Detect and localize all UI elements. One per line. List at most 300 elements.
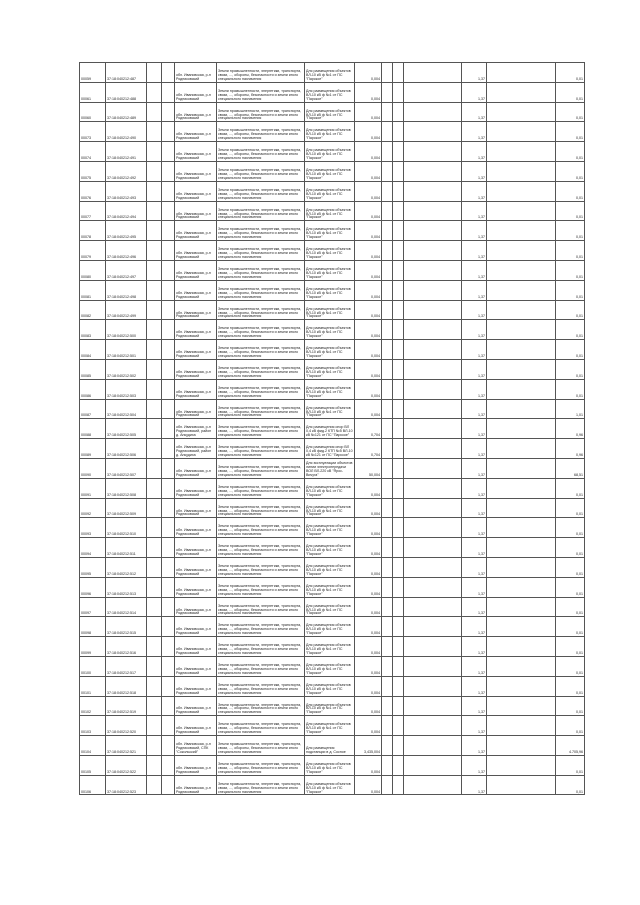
cell-use: Для размещения объектов ВЛ-10 кВ ф №1 от ПС "Парское" xyxy=(305,538,355,558)
cell-empty xyxy=(162,439,175,459)
cell-use: Для размещения объектов ВЛ-10 кВ ф №1 от ПС "Парское" xyxy=(305,340,355,360)
cell-use: Для размещения объектов ВЛ-10 кВ ф №1 от ПС "Парское" xyxy=(305,399,355,419)
cell-cat: Земли промышленности, энергетики, транспорта, связи, ..., обороны, безопасности и земли иного специального назначения xyxy=(217,122,305,142)
cell-area: 0,704 xyxy=(355,439,382,459)
land-register-table xyxy=(79,62,585,795)
cell-sum: 0,01 xyxy=(556,716,585,736)
cell-id: 00085 xyxy=(80,359,106,379)
cell-cad: 37:18:040212:495 xyxy=(106,221,147,241)
cell-empty xyxy=(393,478,404,498)
cell-cad: 37:18:040212:512 xyxy=(106,557,147,577)
cell-empty xyxy=(382,637,393,657)
cell-empty xyxy=(487,280,556,300)
cell-cad: 37:18:040212:519 xyxy=(106,696,147,716)
cell-id: 00083 xyxy=(80,320,106,340)
table-row xyxy=(80,696,585,716)
cell-area: 0,004 xyxy=(355,498,382,518)
cell-id: 00096 xyxy=(80,577,106,597)
cell-empty xyxy=(382,696,393,716)
cell-cat: Земли промышленности, энергетики, транспорта, связи, ..., обороны, безопасности и земли иного специального назначения xyxy=(217,260,305,280)
cell-empty xyxy=(162,458,175,478)
cell-sum: 0,01 xyxy=(556,221,585,241)
cell-empty xyxy=(147,478,162,498)
table-row xyxy=(80,775,585,795)
cell-empty xyxy=(162,498,175,518)
cell-use: Для размещения подстанции в д. Сосное xyxy=(305,736,355,756)
cell-empty xyxy=(162,557,175,577)
cell-cat: Земли промышленности, энергетики, транспорта, связи, ..., обороны, безопасности и земли иного специального назначения xyxy=(217,161,305,181)
cell-area: 0,004 xyxy=(355,696,382,716)
cell-rate: 1,37 xyxy=(462,458,487,478)
cell-empty xyxy=(404,498,462,518)
cell-empty xyxy=(162,260,175,280)
cell-empty xyxy=(393,716,404,736)
cell-cad: 37:18:040212:490 xyxy=(106,122,147,142)
cell-empty xyxy=(404,201,462,221)
cell-empty xyxy=(147,755,162,775)
cell-cad: 37:18:040212:506 xyxy=(106,439,147,459)
cell-addr: обл. Ивановская, р-н Родниковский xyxy=(175,241,217,261)
cell-addr: обл. Ивановская, р-н Родниковский xyxy=(175,577,217,597)
table-row xyxy=(80,122,585,142)
cell-use: Для размещения объектов ВЛ-10 кВ ф №1 от ПС "Парское" xyxy=(305,161,355,181)
cell-empty xyxy=(147,221,162,241)
cell-area: 0,004 xyxy=(355,538,382,558)
table-row xyxy=(80,637,585,657)
cell-empty xyxy=(382,755,393,775)
cell-empty xyxy=(382,241,393,261)
cell-empty xyxy=(382,617,393,637)
cell-empty xyxy=(147,142,162,162)
cell-addr: обл. Ивановская, р-н Родниковский xyxy=(175,359,217,379)
cell-cat: Земли промышленности, энергетики, транспорта, связи, ..., обороны, безопасности и земли иного специального назначения xyxy=(217,181,305,201)
cell-empty xyxy=(382,439,393,459)
cell-empty xyxy=(487,696,556,716)
cell-empty xyxy=(147,656,162,676)
table-row xyxy=(80,82,585,102)
table-row xyxy=(80,419,585,439)
cell-cat: Земли промышленности, энергетики, транспорта, связи, ..., обороны, безопасности и земли иного специального назначения xyxy=(217,498,305,518)
cell-cat: Земли промышленности, энергетики, транспорта, связи, ..., обороны, безопасности и земли иного специального назначения xyxy=(217,458,305,478)
cell-empty xyxy=(162,241,175,261)
cell-rate: 1,37 xyxy=(462,142,487,162)
cell-rate: 1,37 xyxy=(462,181,487,201)
cell-empty xyxy=(162,201,175,221)
cell-empty xyxy=(382,597,393,617)
cell-cad: 37:18:040212:507 xyxy=(106,458,147,478)
cell-empty xyxy=(487,498,556,518)
cell-empty xyxy=(404,102,462,122)
cell-empty xyxy=(382,577,393,597)
cell-area: 0,004 xyxy=(355,300,382,320)
cell-area: 0,004 xyxy=(355,399,382,419)
cell-empty xyxy=(147,439,162,459)
cell-rate: 1,37 xyxy=(462,577,487,597)
cell-cad: 37:18:040212:510 xyxy=(106,518,147,538)
cell-empty xyxy=(404,577,462,597)
cell-use: Для размещения объектов ВЛ-10 кВ ф №1 от ПС "Парское" xyxy=(305,320,355,340)
cell-empty xyxy=(147,637,162,657)
cell-cad: 37:18:040212:504 xyxy=(106,399,147,419)
cell-use: Для размещения объектов ВЛ-10 кВ ф №1 от ПС "Парское" xyxy=(305,716,355,736)
cell-addr: обл. Ивановская, р-н Родниковский xyxy=(175,122,217,142)
cell-cat: Земли промышленности, энергетики, транспорта, связи, ..., обороны, безопасности и земли иного специального назначения xyxy=(217,102,305,122)
cell-area: 0,004 xyxy=(355,340,382,360)
cell-empty xyxy=(162,280,175,300)
cell-empty xyxy=(162,577,175,597)
cell-addr: обл. Ивановская, р-н Родниковский xyxy=(175,201,217,221)
cell-empty xyxy=(382,399,393,419)
cell-cad: 37:18:040212:487 xyxy=(106,63,147,83)
cell-empty xyxy=(382,320,393,340)
cell-cat: Земли промышленности, энергетики, транспорта, связи, ..., обороны, безопасности и земли иного специального назначения xyxy=(217,201,305,221)
cell-cad: 37:18:040212:518 xyxy=(106,676,147,696)
table-row xyxy=(80,557,585,577)
cell-id: 00087 xyxy=(80,399,106,419)
cell-area: 3,435,004 xyxy=(355,736,382,756)
cell-empty xyxy=(147,458,162,478)
cell-empty xyxy=(393,399,404,419)
cell-empty xyxy=(147,320,162,340)
cell-empty xyxy=(382,142,393,162)
cell-empty xyxy=(382,676,393,696)
cell-empty xyxy=(487,122,556,142)
cell-empty xyxy=(393,419,404,439)
cell-rate: 1,37 xyxy=(462,538,487,558)
cell-sum: 0,01 xyxy=(556,617,585,637)
cell-area: 0,004 xyxy=(355,142,382,162)
cell-empty xyxy=(162,419,175,439)
cell-rate: 1,37 xyxy=(462,320,487,340)
cell-area: 0,004 xyxy=(355,280,382,300)
cell-id: 00059 xyxy=(80,63,106,83)
cell-cad: 37:18:040212:494 xyxy=(106,201,147,221)
cell-empty xyxy=(487,340,556,360)
cell-cad: 37:18:040212:511 xyxy=(106,538,147,558)
cell-empty xyxy=(147,122,162,142)
table-row xyxy=(80,538,585,558)
cell-cad: 37:18:040212:497 xyxy=(106,260,147,280)
cell-use: Для размещения объектов ВЛ-10 кВ ф №1 от ПС "Парское" xyxy=(305,478,355,498)
cell-empty xyxy=(404,716,462,736)
cell-use: Для размещения объектов ВЛ-10 кВ ф №1 от ПС "Парское" xyxy=(305,617,355,637)
cell-sum: 0,01 xyxy=(556,577,585,597)
cell-empty xyxy=(382,280,393,300)
cell-id: 00106 xyxy=(80,775,106,795)
cell-cat: Земли промышленности, энергетики, транспорта, связи, ..., обороны, безопасности и земли иного специального назначения xyxy=(217,359,305,379)
cell-use: Для размещения объектов ВЛ-10 кВ ф №1 от ПС "Парское" xyxy=(305,656,355,676)
cell-empty xyxy=(382,498,393,518)
cell-id: 00097 xyxy=(80,597,106,617)
cell-empty xyxy=(382,221,393,241)
cell-empty xyxy=(487,755,556,775)
cell-id: 00084 xyxy=(80,340,106,360)
cell-empty xyxy=(393,161,404,181)
cell-empty xyxy=(382,736,393,756)
cell-empty xyxy=(404,518,462,538)
cell-sum: 0,01 xyxy=(556,300,585,320)
table-row xyxy=(80,518,585,538)
cell-empty xyxy=(487,439,556,459)
cell-cat: Земли промышленности, энергетики, транспорта, связи, ..., обороны, безопасности и земли иного специального назначения xyxy=(217,696,305,716)
cell-cad: 37:18:040212:505 xyxy=(106,419,147,439)
cell-sum: 0,01 xyxy=(556,181,585,201)
cell-area: 0,004 xyxy=(355,518,382,538)
cell-area: 0,004 xyxy=(355,221,382,241)
table-row xyxy=(80,597,585,617)
cell-use: Для размещения объектов ВЛ-10 кВ ф №1 от ПС "Парское" xyxy=(305,260,355,280)
cell-empty xyxy=(393,577,404,597)
cell-empty xyxy=(487,63,556,83)
cell-empty xyxy=(487,359,556,379)
cell-empty xyxy=(162,161,175,181)
cell-empty xyxy=(487,656,556,676)
cell-empty xyxy=(487,736,556,756)
cell-empty xyxy=(404,597,462,617)
cell-empty xyxy=(404,755,462,775)
cell-empty xyxy=(404,122,462,142)
cell-id: 00093 xyxy=(80,518,106,538)
cell-empty xyxy=(147,280,162,300)
cell-empty xyxy=(147,102,162,122)
cell-empty xyxy=(487,221,556,241)
cell-use: Для размещения объектов ВЛ-10 кВ ф №1 от ПС "Парское" xyxy=(305,637,355,657)
cell-cad: 37:18:040212:488 xyxy=(106,82,147,102)
cell-empty xyxy=(487,597,556,617)
cell-use: Для размещения объектов ВЛ-10 кВ ф №1 от ПС "Парское" xyxy=(305,280,355,300)
cell-empty xyxy=(393,518,404,538)
cell-id: 00094 xyxy=(80,538,106,558)
cell-empty xyxy=(404,696,462,716)
cell-id: 00078 xyxy=(80,221,106,241)
cell-rate: 1,37 xyxy=(462,63,487,83)
cell-rate: 1,37 xyxy=(462,201,487,221)
cell-empty xyxy=(147,181,162,201)
cell-empty xyxy=(404,340,462,360)
cell-use: Для размещения объектов ВЛ-10 кВ ф №1 от ПС "Парское" xyxy=(305,122,355,142)
cell-area: 0,004 xyxy=(355,755,382,775)
cell-empty xyxy=(393,656,404,676)
table-row xyxy=(80,755,585,775)
cell-rate: 1,37 xyxy=(462,161,487,181)
cell-empty xyxy=(487,181,556,201)
table-row xyxy=(80,577,585,597)
cell-empty xyxy=(393,102,404,122)
cell-id: 00074 xyxy=(80,142,106,162)
cell-addr: обл. Ивановская, р-н Родниковский xyxy=(175,102,217,122)
cell-id: 00060 xyxy=(80,102,106,122)
cell-empty xyxy=(393,221,404,241)
cell-empty xyxy=(393,458,404,478)
table-row xyxy=(80,181,585,201)
cell-empty xyxy=(393,557,404,577)
cell-cat: Земли промышленности, энергетики, транспорта, связи, ..., обороны, безопасности и земли иного специального назначения xyxy=(217,280,305,300)
cell-cad: 37:18:040212:514 xyxy=(106,597,147,617)
cell-area: 0,004 xyxy=(355,260,382,280)
cell-addr: обл. Ивановская, р-н Родниковский, СПК "Сокольский" xyxy=(175,736,217,756)
cell-empty xyxy=(487,320,556,340)
cell-empty xyxy=(404,241,462,261)
cell-area: 0,704 xyxy=(355,419,382,439)
cell-empty xyxy=(487,300,556,320)
cell-sum: 0,01 xyxy=(556,478,585,498)
cell-empty xyxy=(404,260,462,280)
cell-area: 0,004 xyxy=(355,320,382,340)
table-row xyxy=(80,161,585,181)
cell-addr: обл. Ивановская, р-н Родниковский xyxy=(175,63,217,83)
cell-use: Для размещения объектов ВЛ-10 кВ ф №1 от ПС "Парское" xyxy=(305,498,355,518)
cell-empty xyxy=(404,439,462,459)
cell-empty xyxy=(487,260,556,280)
cell-cat: Земли промышленности, энергетики, транспорта, связи, ..., обороны, безопасности и земли иного специального назначения xyxy=(217,300,305,320)
cell-use: Для размещения объектов ВЛ-10 кВ ф №1 от ПС "Парское" xyxy=(305,577,355,597)
cell-cat: Земли промышленности, энергетики, транспорта, связи, ..., обороны, безопасности и земли иного специального назначения xyxy=(217,676,305,696)
cell-rate: 1,37 xyxy=(462,340,487,360)
cell-rate: 1,37 xyxy=(462,755,487,775)
cell-empty xyxy=(487,161,556,181)
cell-empty xyxy=(487,82,556,102)
cell-cat: Земли промышленности, энергетики, транспорта, связи, ..., обороны, безопасности и земли иного специального назначения xyxy=(217,241,305,261)
cell-empty xyxy=(393,538,404,558)
cell-addr: обл. Ивановская, р-н Родниковский xyxy=(175,300,217,320)
cell-cad: 37:18:040212:501 xyxy=(106,340,147,360)
table-row xyxy=(80,676,585,696)
cell-empty xyxy=(382,122,393,142)
cell-empty xyxy=(162,340,175,360)
cell-empty xyxy=(404,221,462,241)
cell-area: 0,004 xyxy=(355,82,382,102)
cell-cad: 37:18:040212:500 xyxy=(106,320,147,340)
cell-addr: обл. Ивановская, р-н Родниковский xyxy=(175,340,217,360)
cell-sum: 0,01 xyxy=(556,359,585,379)
cell-cad: 37:18:040212:516 xyxy=(106,637,147,657)
cell-empty xyxy=(404,478,462,498)
cell-area: 0,004 xyxy=(355,716,382,736)
cell-rate: 1,37 xyxy=(462,617,487,637)
table-row xyxy=(80,102,585,122)
cell-empty xyxy=(162,300,175,320)
cell-sum: 0,01 xyxy=(556,63,585,83)
cell-empty xyxy=(487,102,556,122)
cell-addr: обл. Ивановская, р-н Родниковский xyxy=(175,775,217,795)
cell-cad: 37:18:040212:498 xyxy=(106,280,147,300)
cell-empty xyxy=(382,716,393,736)
cell-empty xyxy=(147,577,162,597)
cell-rate: 1,37 xyxy=(462,736,487,756)
cell-empty xyxy=(487,538,556,558)
cell-empty xyxy=(487,379,556,399)
cell-use: Для размещения объектов ВЛ-10 кВ ф №1 от ПС "Парское" xyxy=(305,379,355,399)
cell-rate: 1,37 xyxy=(462,676,487,696)
cell-cat: Земли промышленности, энергетики, транспорта, связи, ..., обороны, безопасности и земли иного специального назначения xyxy=(217,439,305,459)
cell-empty xyxy=(147,498,162,518)
cell-empty xyxy=(487,399,556,419)
cell-use: Для размещения объектов ВЛ-10 кВ ф №1 от ПС "Парское" xyxy=(305,63,355,83)
cell-use: Для размещения опор ВЛ 0,4 кВ фид.2 КТП №5 ВЛ-10 кВ №121 от ПС "Парское" xyxy=(305,419,355,439)
cell-area: 0,004 xyxy=(355,617,382,637)
cell-sum: 0,01 xyxy=(556,161,585,181)
cell-empty xyxy=(393,82,404,102)
cell-rate: 1,37 xyxy=(462,637,487,657)
cell-sum: 0,01 xyxy=(556,597,585,617)
cell-empty xyxy=(487,518,556,538)
cell-id: 00100 xyxy=(80,656,106,676)
cell-cat: Земли промышленности, энергетики, транспорта, связи, ..., обороны, безопасности и земли иного специального назначения xyxy=(217,478,305,498)
cell-empty xyxy=(487,241,556,261)
cell-id: 00104 xyxy=(80,736,106,756)
cell-empty xyxy=(147,82,162,102)
cell-cad: 37:18:040212:517 xyxy=(106,656,147,676)
cell-cad: 37:18:040212:520 xyxy=(106,716,147,736)
cell-empty xyxy=(382,82,393,102)
cell-empty xyxy=(147,419,162,439)
cell-cad: 37:18:040212:491 xyxy=(106,142,147,162)
cell-empty xyxy=(404,379,462,399)
cell-area: 50,004 xyxy=(355,458,382,478)
cell-cat: Земли промышленности, энергетики, транспорта, связи, ..., обороны, безопасности и земли иного специального назначения xyxy=(217,340,305,360)
cell-sum: 0,01 xyxy=(556,637,585,657)
cell-empty xyxy=(162,538,175,558)
cell-rate: 1,37 xyxy=(462,656,487,676)
table-row xyxy=(80,142,585,162)
cell-empty xyxy=(393,775,404,795)
cell-empty xyxy=(404,736,462,756)
cell-addr: обл. Ивановская, р-н Родниковский xyxy=(175,320,217,340)
cell-use: Для размещения объектов ВЛ-10 кВ ф №1 от ПС "Парское" xyxy=(305,696,355,716)
cell-rate: 1,37 xyxy=(462,696,487,716)
cell-cad: 37:18:040212:492 xyxy=(106,161,147,181)
cell-empty xyxy=(162,617,175,637)
cell-addr: обл. Ивановская, р-н Родниковский xyxy=(175,637,217,657)
cell-use: Для размещения объектов ВЛ-10 кВ ф №1 от ПС "Парское" xyxy=(305,201,355,221)
cell-rate: 1,37 xyxy=(462,280,487,300)
table-row xyxy=(80,716,585,736)
cell-cat: Земли промышленности, энергетики, транспорта, связи, ..., обороны, безопасности и земли иного специального назначения xyxy=(217,82,305,102)
cell-id: 00073 xyxy=(80,122,106,142)
cell-empty xyxy=(393,340,404,360)
cell-cad: 37:18:040212:509 xyxy=(106,498,147,518)
cell-empty xyxy=(382,379,393,399)
cell-sum: 4.705,96 xyxy=(556,736,585,756)
cell-empty xyxy=(487,577,556,597)
cell-empty xyxy=(404,142,462,162)
cell-empty xyxy=(382,478,393,498)
cell-cat: Земли промышленности, энергетики, транспорта, связи, ..., обороны, безопасности и земли иного специального назначения xyxy=(217,142,305,162)
cell-area: 0,004 xyxy=(355,676,382,696)
cell-sum: 0,01 xyxy=(556,102,585,122)
cell-empty xyxy=(393,637,404,657)
cell-sum: 0,01 xyxy=(556,676,585,696)
cell-addr: обл. Ивановская, р-н Родниковский xyxy=(175,379,217,399)
cell-empty xyxy=(393,617,404,637)
cell-empty xyxy=(147,716,162,736)
cell-empty xyxy=(162,142,175,162)
table-row xyxy=(80,320,585,340)
cell-empty xyxy=(162,122,175,142)
cell-addr: обл. Ивановская, р-н Родниковский xyxy=(175,181,217,201)
cell-empty xyxy=(404,538,462,558)
cell-sum: 0,01 xyxy=(556,755,585,775)
cell-cat: Земли промышленности, энергетики, транспорта, связи, ..., обороны, безопасности и земли иного специального назначения xyxy=(217,379,305,399)
table-row xyxy=(80,498,585,518)
cell-id: 00088 xyxy=(80,419,106,439)
cell-empty xyxy=(147,340,162,360)
cell-area: 0,004 xyxy=(355,478,382,498)
cell-area: 0,004 xyxy=(355,656,382,676)
cell-cat: Земли промышленности, энергетики, транспорта, связи, ..., обороны, безопасности и земли иного специального назначения xyxy=(217,63,305,83)
cell-empty xyxy=(404,63,462,83)
cell-cad: 37:18:040212:496 xyxy=(106,241,147,261)
